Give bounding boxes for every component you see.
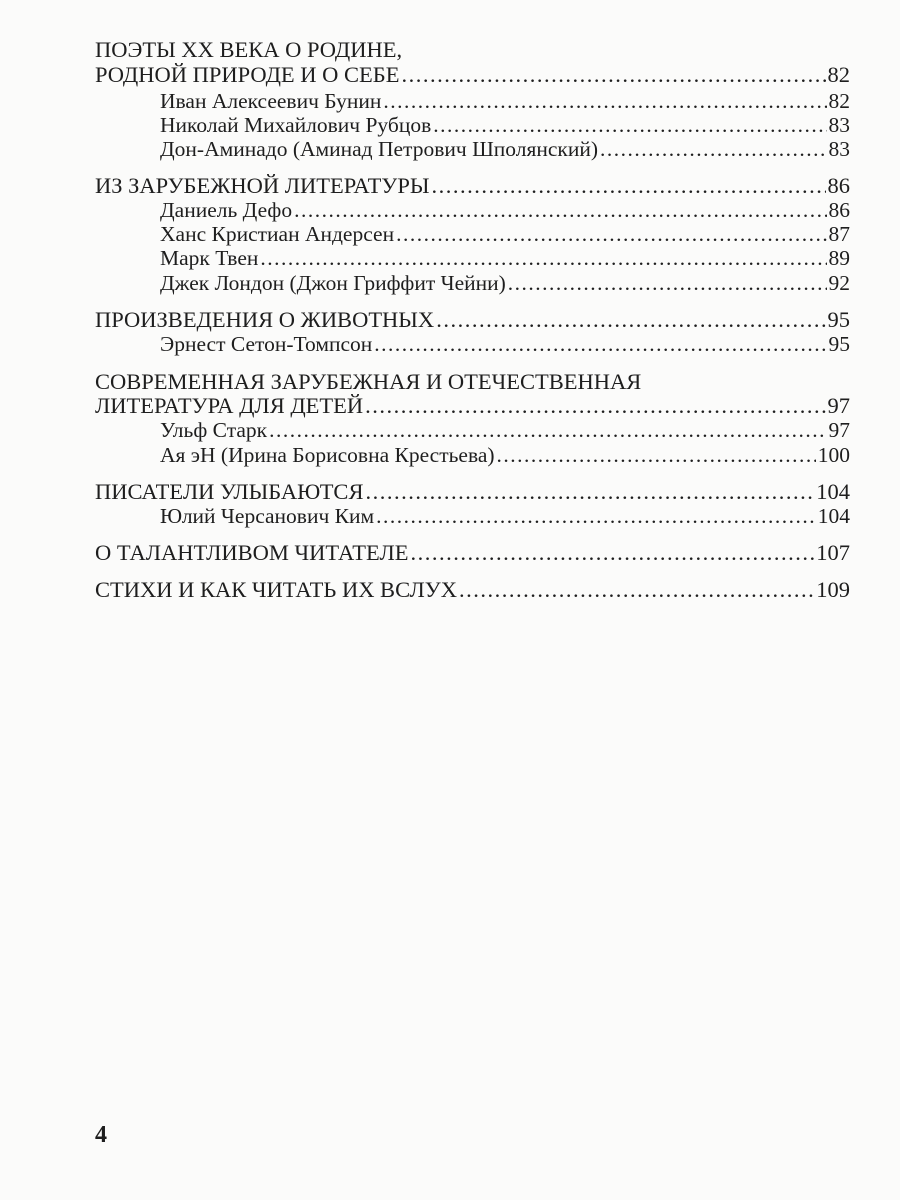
toc-subentry — [160, 246, 850, 270]
toc-entry-title: ИЗ ЗАРУБЕЖНОЙ ЛИТЕРАТУРЫ — [95, 173, 430, 198]
toc-entry-title: Ханс Кристиан Андерсен — [160, 222, 395, 246]
dot-leader — [374, 332, 826, 356]
toc-page-number: 104 — [816, 479, 850, 504]
toc-page-number: 86 — [828, 198, 850, 222]
toc-subentry — [160, 504, 850, 528]
toc-page-number: 97 — [828, 418, 850, 442]
dot-leader — [436, 308, 825, 332]
dot-leader — [497, 443, 816, 467]
toc-subentry — [160, 113, 850, 137]
toc-entry-title: Юлий Черсанович Ким — [160, 504, 375, 528]
toc-page-number: 83 — [828, 113, 850, 137]
dot-leader — [365, 394, 825, 418]
toc-page-number: 95 — [828, 332, 850, 356]
toc-page-number: 97 — [827, 393, 850, 418]
dot-leader — [376, 504, 816, 528]
toc-entry-title: РОДНОЙ ПРИРОДЕ И О СЕБЕ — [95, 62, 400, 87]
dot-leader — [508, 271, 827, 295]
toc-section — [95, 578, 850, 602]
toc-section — [95, 38, 850, 62]
toc-subentry — [160, 89, 850, 113]
toc-page-number: 109 — [816, 577, 850, 602]
toc-subentry — [160, 137, 850, 161]
toc-entry-title: СОВРЕМЕННАЯ ЗАРУБЕЖНАЯ И ОТЕЧЕСТВЕННАЯ — [95, 369, 642, 394]
toc-entry-title: ПОЭТЫ XX ВЕКА О РОДИНЕ, — [95, 37, 403, 62]
dot-leader — [459, 578, 814, 602]
toc-page-number: 82 — [827, 62, 850, 87]
toc-entry-title: ПРОИЗВЕДЕНИЯ О ЖИВОТНЫХ — [95, 307, 435, 332]
dot-leader — [383, 89, 826, 113]
dot-leader — [365, 480, 814, 504]
toc-entry-title: Джек Лондон (Джон Гриффит Чейни) — [160, 271, 506, 295]
toc-page-number: 86 — [827, 173, 850, 198]
toc-page-number: 104 — [817, 504, 850, 528]
toc-page-number: 107 — [816, 540, 850, 565]
toc-entry-title: ЛИТЕРАТУРА ДЛЯ ДЕТЕЙ — [95, 393, 364, 418]
toc-entry-title: Николай Михайлович Рубцов — [160, 113, 432, 137]
toc-section — [95, 541, 850, 565]
toc-page-number: 100 — [817, 443, 850, 467]
toc-section — [95, 480, 850, 504]
dot-leader — [260, 246, 826, 270]
dot-leader — [410, 541, 814, 565]
toc-entry-title: Марк Твен — [160, 246, 259, 270]
toc-page-number: 82 — [828, 89, 850, 113]
toc-entry-title: Эрнест Сетон-Томпсон — [160, 332, 373, 356]
toc-page-number: 92 — [828, 271, 850, 295]
toc-entry-title: СТИХИ И КАК ЧИТАТЬ ИХ ВСЛУХ — [95, 577, 457, 602]
toc-subentry — [160, 198, 850, 222]
toc-section — [95, 308, 850, 332]
dot-leader — [600, 137, 826, 161]
dot-leader — [431, 174, 825, 198]
dot-leader — [294, 198, 826, 222]
toc-section — [95, 394, 850, 418]
toc-section — [95, 63, 850, 87]
toc-entry-title: Даниель Дефо — [160, 198, 293, 222]
toc-entry-title: ПИСАТЕЛИ УЛЫБАЮТСЯ — [95, 479, 364, 504]
page-number: 4 — [95, 1122, 107, 1148]
toc-page-number: 87 — [828, 222, 850, 246]
toc-entry-title: Дон-Аминадо (Аминад Петрович Шполянский) — [160, 137, 599, 161]
dot-leader — [401, 63, 825, 87]
toc-section — [95, 174, 850, 198]
toc-entry-title: О ТАЛАНТЛИВОМ ЧИТАТЕЛЕ — [95, 540, 409, 565]
toc-subentry — [160, 271, 850, 295]
toc-page-number: 83 — [828, 137, 850, 161]
dot-leader — [396, 222, 826, 246]
toc-entry-title: Иван Алексеевич Бунин — [160, 89, 382, 113]
toc-subentry — [160, 332, 850, 356]
toc-entry-title: Ая эН (Ирина Борисовна Крестьева) — [160, 443, 495, 467]
toc-section — [95, 370, 850, 394]
toc-entry-title: Ульф Старк — [160, 418, 268, 442]
toc-subentry — [160, 418, 850, 442]
toc-subentry — [160, 222, 850, 246]
toc-subentry — [160, 443, 850, 467]
toc-page-number: 89 — [828, 246, 850, 270]
dot-leader — [433, 113, 826, 137]
dot-leader — [269, 418, 826, 442]
toc-page-number: 95 — [827, 307, 850, 332]
